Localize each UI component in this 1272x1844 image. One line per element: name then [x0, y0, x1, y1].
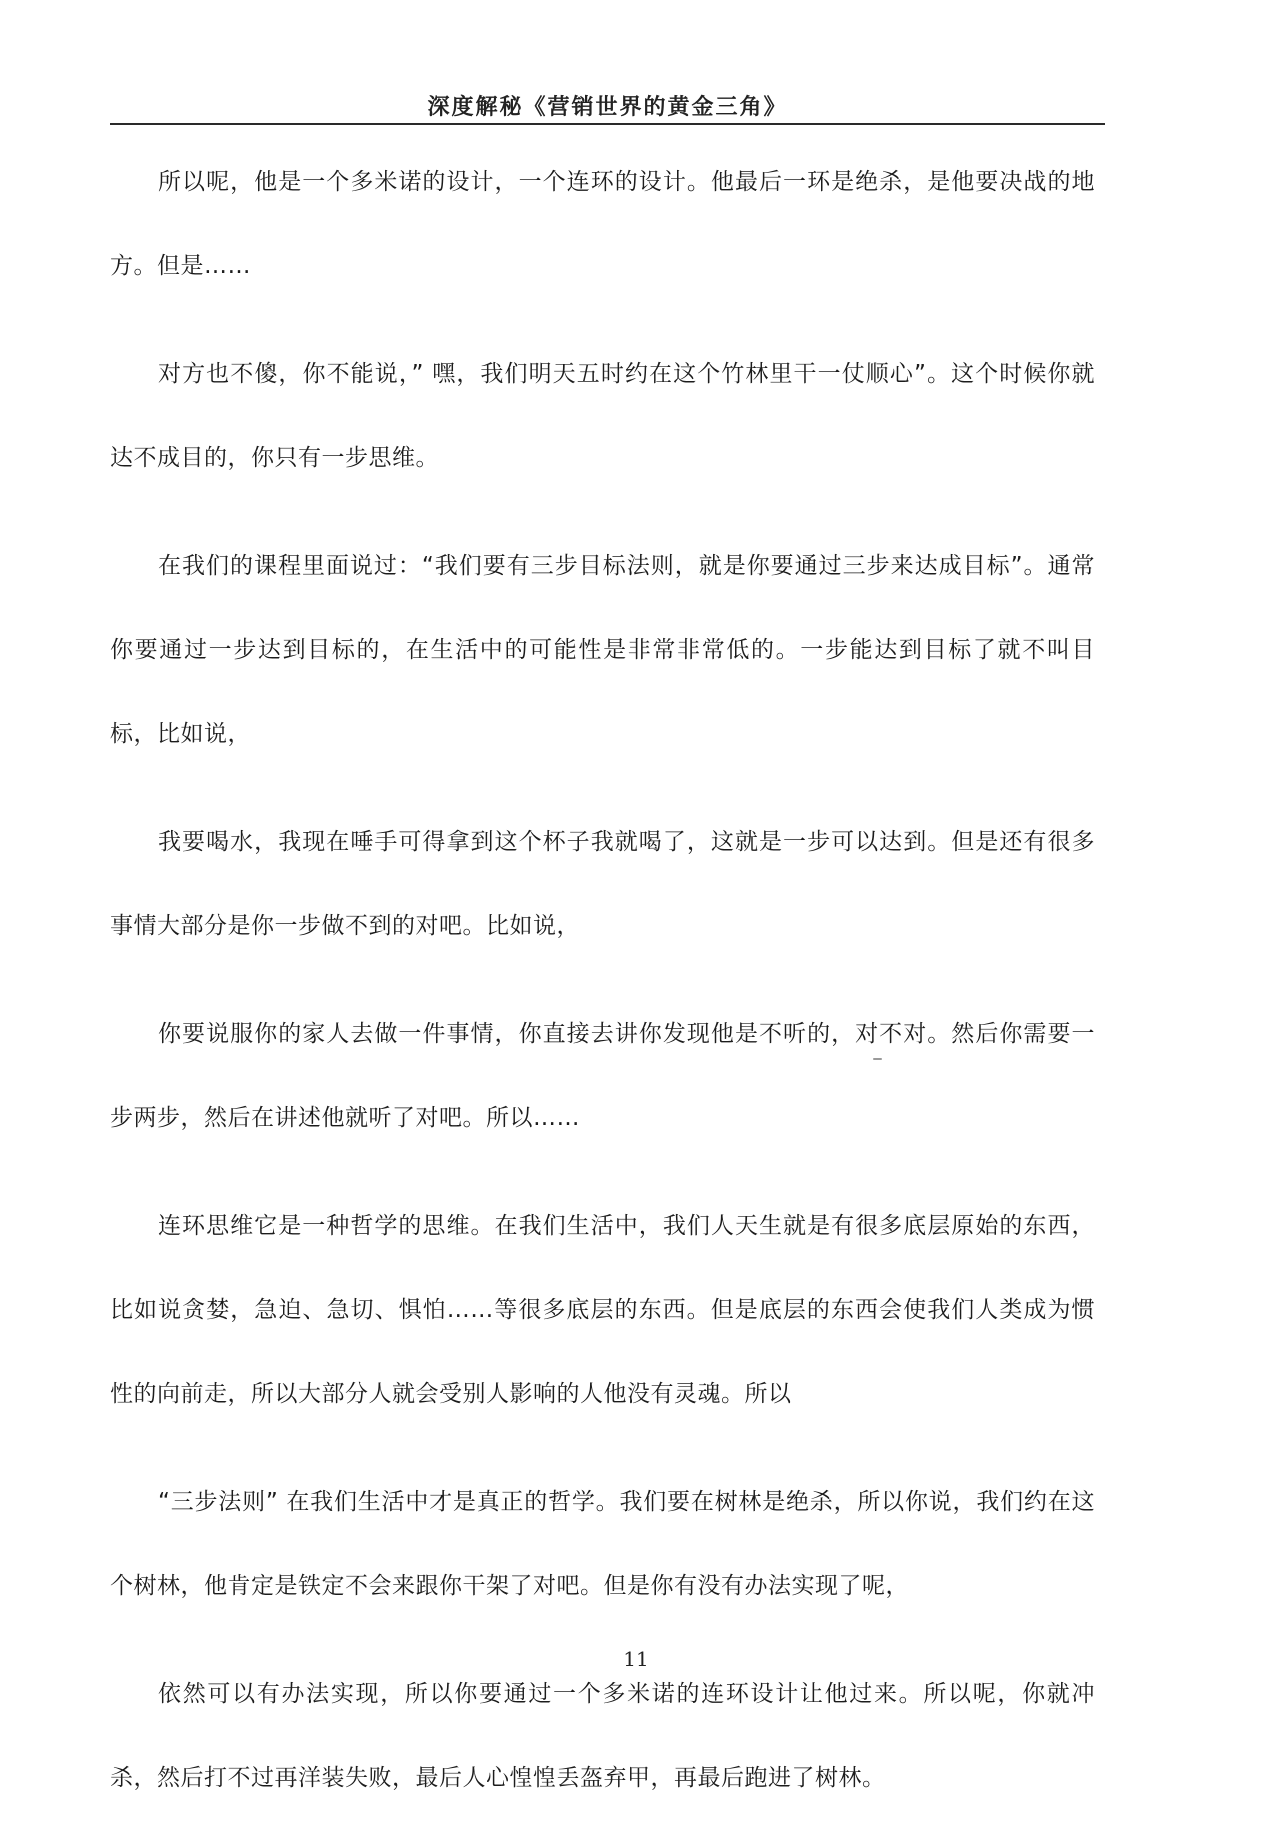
paragraph: “三步法则” 在我们生活中才是真正的哲学。我们要在树林是绝杀，所以你说，我们约在这个树林，他肯定是铁定不会来跟你干架了对吧。但是你有没有办法实现了呢，	[110, 1489, 1095, 1599]
paragraph: 所以呢，他是一个多米诺的设计，一个连环的设计。他最后一环是绝杀，是他要决战的地方。但是……	[110, 169, 1095, 279]
header-divider	[110, 123, 1105, 125]
paragraph: 我要喝水，我现在唾手可得拿到这个杯子我就喝了，这就是一步可以达到。但是还有很多事情大部分是你一步做不到的对吧。比如说，	[110, 829, 1095, 939]
body-text	[110, 140, 1095, 1844]
paragraph: 依然可以有办法实现，所以你要通过一个多米诺的连环设计让他过来。所以呢，你就冲杀，然后打不过再洋装失败，最后人心惶惶丢盔弃甲，再最后跑进了树林。	[110, 1681, 1095, 1791]
paragraph: 连环思维它是一种哲学的思维。在我们生活中，我们人天生就是有很多底层原始的东西，比如说贪婪，急迫、急切、惧怕……等很多底层的东西。但是底层的东西会使我们人类成为惯性的向前走，所以大部分人就会受别人影响的人他没有灵魂。所以	[110, 1213, 1095, 1407]
page-number: 11	[623, 1647, 649, 1671]
paragraph: 在我们的课程里面说过：“我们要有三步目标法则，就是你要通过三步来达成目标”。通常你要通过一步达到目标的，在生活中的可能性是非常非常低的。一步能达到目标了就不叫目标，比如说，	[110, 553, 1095, 747]
scan-speck	[873, 1058, 882, 1060]
paragraph: 你要说服你的家人去做一件事情，你直接去讲你发现他是不听的，对不对。然后你需要一步两步，然后在讲述他就听了对吧。所以……	[110, 1021, 1095, 1131]
paragraph: 对方也不傻，你不能说，” 嘿，我们明天五时约在这个竹林里干一仗顺心”。这个时候你就达不成目的，你只有一步思维。	[110, 361, 1095, 471]
running-header-title: 深度解秘《营销世界的黄金三角》	[427, 94, 788, 120]
